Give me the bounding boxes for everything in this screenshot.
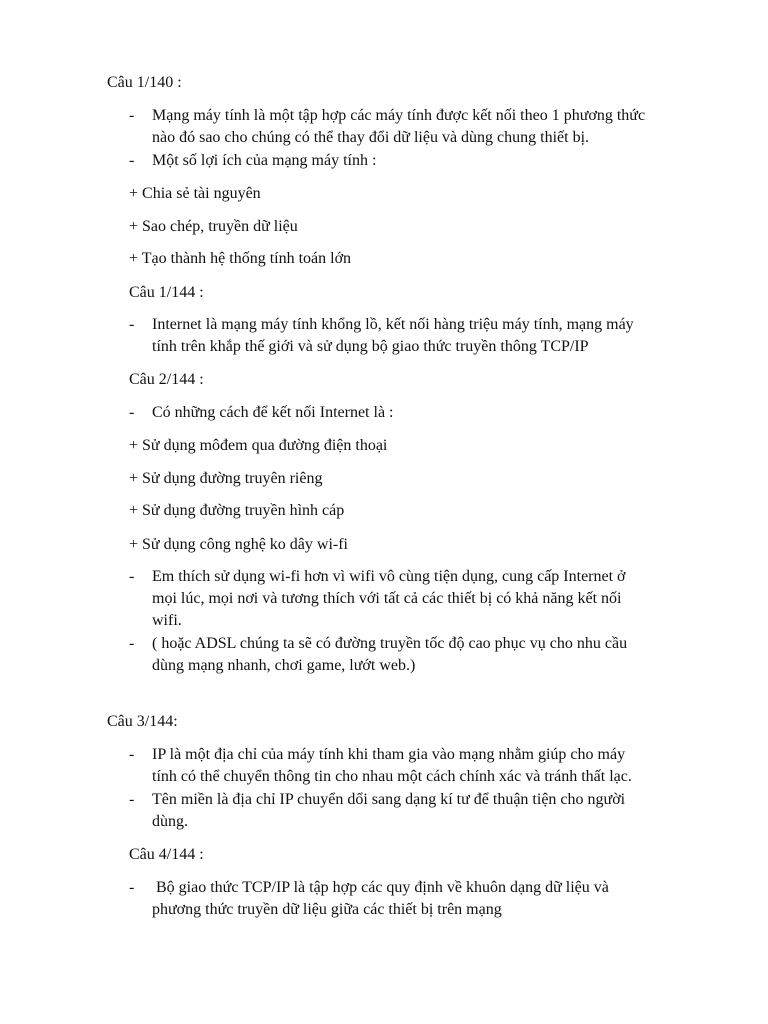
bullet-line: dùng mạng nhanh, chơi game, lướt web.) [152,657,416,674]
bullet-dash: - [129,404,135,421]
bullet-adsl [152,633,627,677]
bullet-line: dùng. [152,813,188,830]
bullet-line: Có những cách để kết nối Internet là : [152,404,394,421]
bullet-line: phương thức truyền dữ liệu giữa các thiết bị trên mạng [152,901,502,918]
plus-item-copy-data: + Sao chép, truyền dữ liệu [129,218,298,235]
heading-cau-4-144: Câu 4/144 : [129,846,204,863]
bullet-line: Bộ giao thức TCP/IP là tập hợp các quy định về khuôn dạng dữ liệu và [152,879,609,896]
bullet-line: Internet là mạng máy tính khổng lồ, kết nối hàng triệu máy tính, mạng máy [152,316,634,333]
bullet-line: wifi. [152,612,182,629]
bullet-dash: - [129,152,135,169]
bullet-line: tính trên khắp thế giới và sử dụng bộ giao thức truyền thông TCP/IP [152,338,589,355]
bullet-line: Một số lợi ích của mạng máy tính : [152,152,377,169]
bullet-line: Mạng máy tính là một tập hợp các máy tính được kết nối theo 1 phương thức [152,107,646,124]
bullet-dash: - [129,746,135,763]
bullet-line: tính có thể chuyển thông tin cho nhau một cách chính xác và tránh thất lạc. [152,768,632,785]
bullet-dash: - [129,568,135,585]
bullet-network-benefits [152,150,376,172]
plus-item-wifi: + Sử dụng công nghệ ko dây wi-fi [129,536,348,553]
bullet-dash: - [129,879,135,896]
bullet-dash: - [129,316,135,333]
bullet-network-definition [152,105,645,149]
bullet-wifi-preference [152,566,626,632]
plus-item-computing-system: + Tạo thành hệ thống tính toán lớn [129,250,352,267]
bullet-line: Em thích sử dụng wi-fi hơn vì wifi vô cùng tiện dụng, cung cấp Internet ở [152,568,626,585]
plus-item-modem: + Sử dụng môđem qua đường điện thoại [129,437,388,454]
bullet-dash: - [129,791,135,808]
plus-item-leased-line: + Sử dụng đường truyên riêng [129,470,323,487]
bullet-dash: - [129,635,135,652]
bullet-domain-name [152,789,625,833]
heading-cau-1-144: Câu 1/144 : [129,284,204,301]
bullet-line: ( hoặc ADSL chúng ta sẽ có đường truyền tốc độ cao phục vụ cho nhu cầu [152,635,628,652]
plus-item-share-resources: + Chia sẻ tài nguyên [129,185,261,202]
bullet-connection-methods [152,402,393,424]
plus-item-cable: + Sử dụng đường truyền hình cáp [129,502,345,519]
heading-cau-1-140: Câu 1/140 : [107,74,182,91]
bullet-internet-definition [152,314,634,358]
bullet-line: mọi lúc, mọi nơi và tương thích với tất cả các thiết bị có khả năng kết nối [152,590,622,607]
heading-cau-2-144: Câu 2/144 : [129,371,204,388]
bullet-line: IP là một địa chỉ của máy tính khi tham gia vào mạng nhằm giúp cho máy [152,746,626,763]
bullet-tcpip-definition [152,877,609,921]
heading-cau-3-144: Câu 3/144: [107,713,178,730]
bullet-ip-definition [152,744,632,788]
bullet-dash: - [129,107,135,124]
bullet-line: Tên miền là địa chỉ IP chuyển dổi sang dạng kí tư để thuận tiện cho người [152,791,626,808]
bullet-line: nào đó sao cho chúng có thể thay đổi dữ liệu và dùng chung thiết bị. [152,129,590,146]
